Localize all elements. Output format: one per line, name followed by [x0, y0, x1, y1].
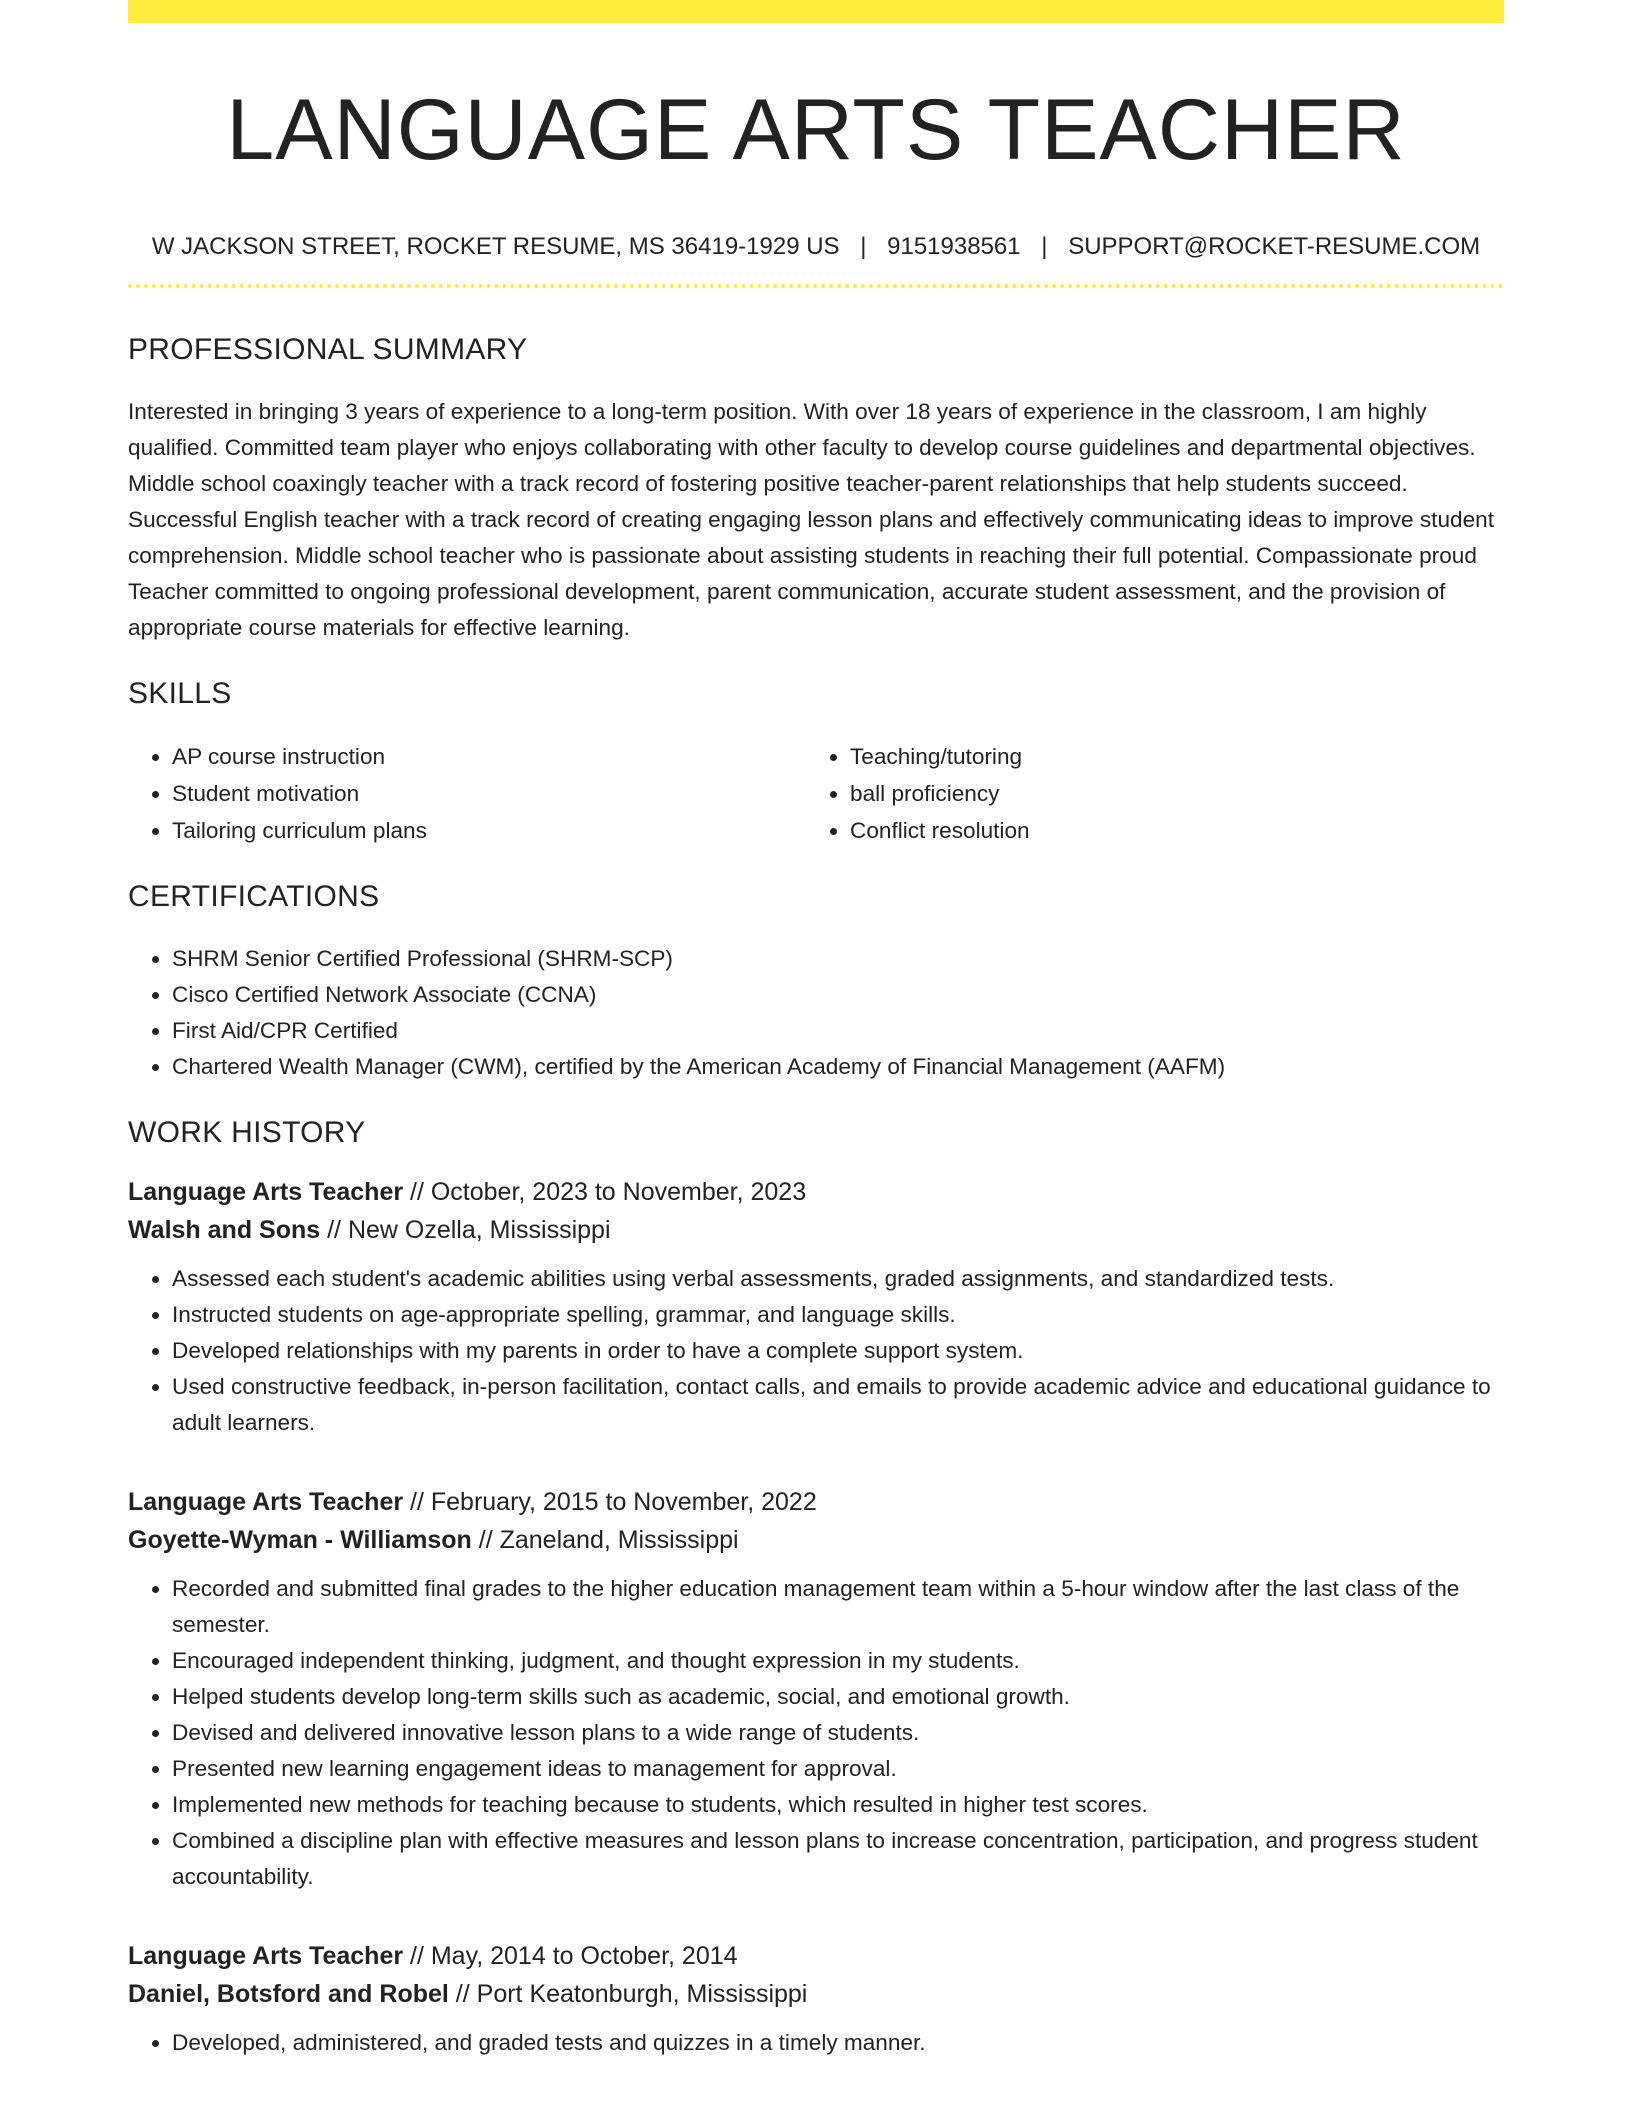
certification-item: • First Aid/CPR Certified [172, 1013, 1504, 1049]
job-title-line [128, 1937, 1504, 1975]
certifications-heading: CERTIFICATIONS [128, 880, 380, 913]
skills-right-list [806, 738, 1484, 849]
job-dates: // February, 2015 to November, 2022 [403, 1488, 817, 1516]
job-location: // New Ozella, Mississippi [320, 1216, 611, 1244]
job-role: Language Arts Teacher [128, 1488, 404, 1516]
job-bullet: • Assessed each student's academic abilities using verbal assessments, graded assignments, and standardized tests. [172, 1261, 1504, 1297]
job-location: // Zaneland, Mississippi [471, 1526, 739, 1554]
job-role: Language Arts Teacher [128, 1942, 404, 1970]
work-history-heading: WORK HISTORY [128, 1116, 366, 1149]
job-bullet: • Implemented new methods for teaching because to students, which resulted in higher test scores. [172, 1787, 1504, 1823]
skill-item: • Conflict resolution [850, 812, 1484, 849]
job-bullet-list [128, 1261, 1504, 1441]
job-bullet: • Recorded and submitted final grades to the higher education management team within a 5-hour window after the last class of the semester. [172, 1571, 1504, 1643]
job-bullet-list [128, 2025, 1504, 2061]
job-bullet-list [128, 1571, 1504, 1895]
contact-separator: | [1041, 233, 1048, 260]
job-bullet: • Developed, administered, and graded tests and quizzes in a timely manner. [172, 2025, 1504, 2061]
job-entry [128, 1937, 1504, 2061]
job-company: Daniel, Botsford and Robel [128, 1980, 449, 2008]
job-bullet: • Developed relationships with my parents in order to have a complete support system. [172, 1333, 1504, 1369]
job-location: // Port Keatonburgh, Mississippi [448, 1980, 808, 2008]
job-entry [128, 1173, 1504, 1441]
summary-text: Interested in bringing 3 years of experience to a long-term position. With over 18 years of experience in the classroom, I am highly qualified. Committed team player who enjoys collaborating with other faculty to develop course guidelines and departmental objectives. Middle school coaxingly teacher with a track record of fostering positive teacher-parent relationships that help students succeed. Successful English teacher with a track record of creating engaging lesson plans and effectively communicating ideas to improve student comprehension. Middle school teacher who is passionate about assisting students in reaching their full potential. Compassionate proud Teacher committed to ongoing professional development, parent communication, accurate student assessment, and the provision of appropriate course materials for effective learning. [128, 399, 1494, 640]
contact-phone: 9151938561 [887, 233, 1021, 260]
job-bullet: • Helped students develop long-term skills such as academic, social, and emotional growth. [172, 1679, 1504, 1715]
job-company: Goyette-Wyman - Williamson [128, 1526, 472, 1554]
job-bullet: • Presented new learning engagement ideas to management for approval. [172, 1751, 1504, 1787]
job-company-line [128, 1521, 1504, 1559]
contact-address: W JACKSON STREET, ROCKET RESUME, MS 36419-1929 US [151, 233, 840, 260]
job-bullet: • Devised and delivered innovative lesson plans to a wide range of students. [172, 1715, 1504, 1751]
job-entry [128, 1483, 1504, 1895]
job-role: Language Arts Teacher [128, 1178, 404, 1206]
dotted-divider [128, 284, 1504, 288]
job-company: Walsh and Sons [128, 1216, 321, 1244]
summary-heading: PROFESSIONAL SUMMARY [128, 333, 528, 366]
job-bullet: • Used constructive feedback, in-person facilitation, contact calls, and emails to provide academic advice and educational guidance to adult learners. [172, 1369, 1504, 1441]
job-bullet: • Encouraged independent thinking, judgment, and thought expression in my students. [172, 1643, 1504, 1679]
job-company-line [128, 1211, 1504, 1249]
certification-item: • Chartered Wealth Manager (CWM), certified by the American Academy of Financial Management (AAFM) [172, 1049, 1504, 1085]
certification-item: • SHRM Senior Certified Professional (SHRM-SCP) [172, 941, 1504, 977]
job-bullet: • Combined a discipline plan with effective measures and lesson plans to increase concentration, participation, and progress student accountability. [172, 1823, 1504, 1895]
job-dates: // May, 2014 to October, 2014 [403, 1942, 738, 1970]
skills-grid [128, 738, 1504, 849]
job-bullet: • Instructed students on age-appropriate spelling, grammar, and language skills. [172, 1297, 1504, 1333]
skill-item: • Student motivation [172, 775, 806, 812]
certifications-list [128, 941, 1504, 1085]
certification-item: • Cisco Certified Network Associate (CCNA) [172, 977, 1504, 1013]
skill-item: • AP course instruction [172, 738, 806, 775]
contact-email: SUPPORT@ROCKET-RESUME.COM [1068, 233, 1481, 260]
contact-separator: | [860, 233, 867, 260]
skills-heading: SKILLS [128, 677, 232, 710]
skill-item: • Tailoring curriculum plans [172, 812, 806, 849]
skills-left-list [128, 738, 806, 849]
job-title-line [128, 1483, 1504, 1521]
skill-item: • ball proficiency [850, 775, 1484, 812]
job-company-line [128, 1975, 1504, 2013]
contact-line [128, 232, 1504, 262]
resume-title: LANGUAGE ARTS TEACHER [226, 82, 1406, 178]
job-title-line [128, 1173, 1504, 1211]
skill-item: • Teaching/tutoring [850, 738, 1484, 775]
job-dates: // October, 2023 to November, 2023 [403, 1178, 807, 1206]
resume-content [128, 0, 1504, 2061]
